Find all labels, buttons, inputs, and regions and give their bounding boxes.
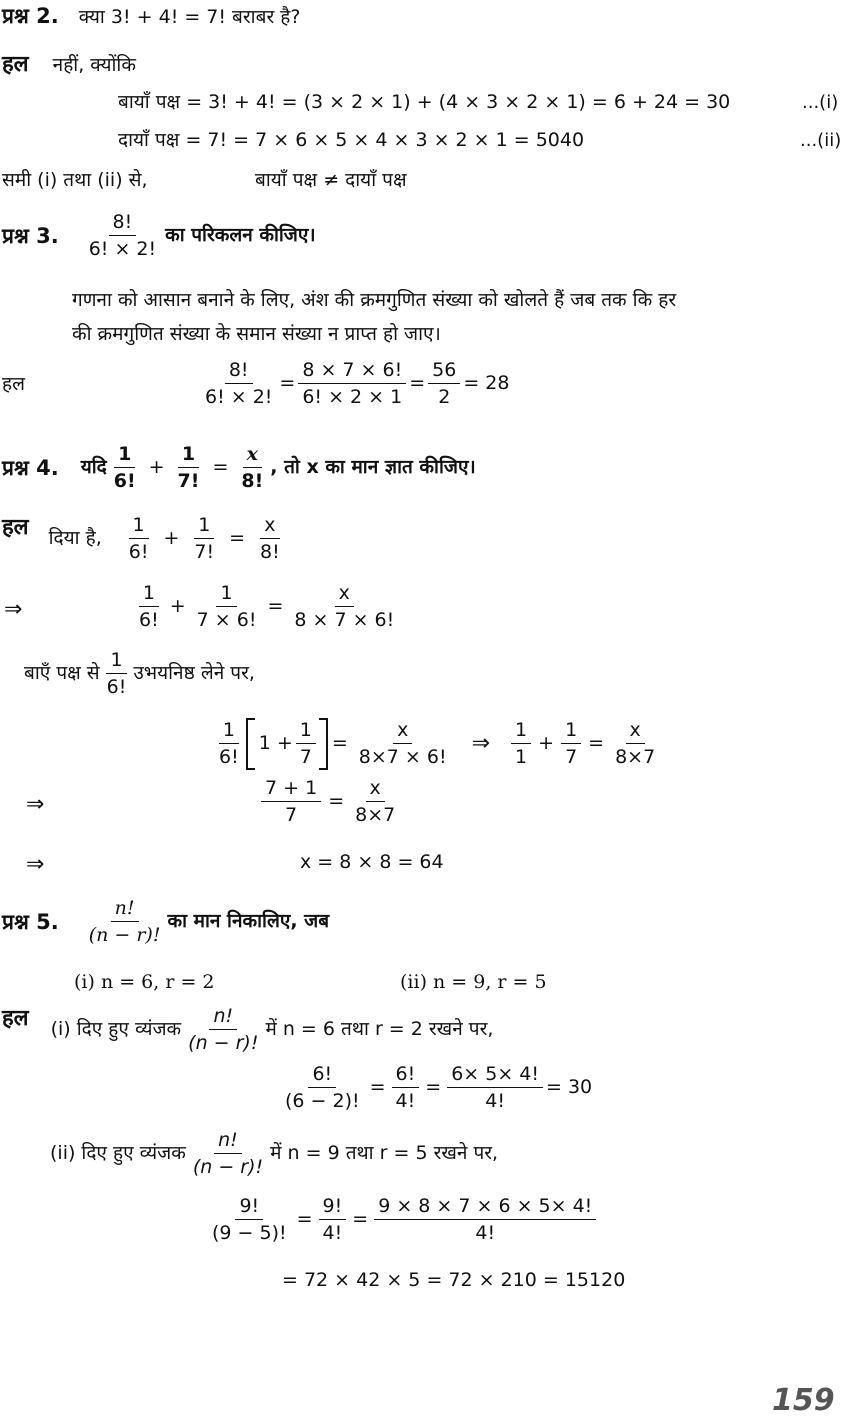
- q4-step-2: [132, 583, 401, 631]
- one-plus: 1 +: [258, 732, 293, 755]
- q4-step3b-fraction-2: [561, 720, 581, 768]
- numerator: 9!: [235, 1196, 263, 1220]
- q5-text: का मान निकालिए, जब: [167, 909, 330, 932]
- equals-sign: =: [212, 455, 229, 478]
- q4-heading: [2, 444, 476, 492]
- q4-common-post: उभयनिष्ठ लेने पर,: [133, 661, 255, 684]
- denominator: 6!: [219, 746, 239, 768]
- implies-arrow: ⇒: [471, 731, 491, 757]
- numerator: 1: [178, 444, 199, 468]
- denominator: 8!: [260, 540, 280, 563]
- denominator: 4!: [395, 1089, 416, 1112]
- denominator: 7: [285, 803, 298, 826]
- q4-step2-fraction-2: [193, 583, 261, 631]
- denominator: 4!: [475, 1221, 496, 1244]
- numerator: 6× 5× 4!: [447, 1064, 543, 1088]
- denominator: 4!: [485, 1089, 505, 1112]
- q4-fraction-2: [174, 444, 204, 492]
- q5-option-2: (ii) n = 9, r = 5: [400, 971, 547, 993]
- numerator: 1: [114, 444, 135, 468]
- denominator: 7 × 6!: [196, 608, 257, 631]
- q3-fraction-denominator: 6! × 2!: [88, 237, 157, 260]
- q4-step3b-fraction-1: [511, 720, 531, 768]
- numerator: 7 + 1: [261, 778, 321, 802]
- denominator: 4!: [322, 1221, 343, 1244]
- denominator: 6!: [139, 608, 159, 631]
- denominator: 6! × 2 × 1: [302, 385, 403, 408]
- q3-hal-label: हल: [2, 373, 25, 395]
- q4-bracket-group: [246, 718, 328, 770]
- denominator: (n − r)!: [88, 923, 161, 946]
- equals-sign: =: [588, 732, 605, 755]
- left-bracket: [246, 718, 255, 770]
- numerator: 1: [511, 720, 531, 744]
- q3-label: प्रश्न 3.: [2, 223, 59, 248]
- q2-heading: [2, 4, 300, 29]
- q4-step4-fraction-1: [261, 778, 321, 826]
- denominator: 8×7: [355, 803, 396, 826]
- numerator: n!: [214, 1130, 242, 1154]
- q2-ref-i: ...(i): [802, 92, 839, 113]
- denominator: 7: [299, 746, 312, 768]
- numerator: 9!: [319, 1196, 347, 1220]
- numerator: 1: [296, 720, 316, 744]
- denominator: (6 − 2)!: [285, 1089, 360, 1112]
- q5-a-fraction-3: [447, 1064, 543, 1112]
- q4-given-line: [2, 515, 287, 563]
- numerator: x: [626, 720, 645, 744]
- denominator: 1: [515, 746, 528, 768]
- numerator: 1: [129, 515, 149, 539]
- q5-part-ii-line: [50, 1130, 498, 1178]
- denominator: 6!: [128, 540, 149, 563]
- equals-sign: =: [267, 594, 284, 617]
- q4-fraction-1: [110, 444, 140, 492]
- equals-sign: =: [296, 1207, 313, 1230]
- denominator: 8×7: [615, 746, 656, 768]
- q4-fraction-3: [237, 444, 267, 492]
- numerator: x: [243, 444, 262, 468]
- q2-conclusion-right: बायाँ पक्ष ≠ दायाँ पक्ष: [255, 169, 407, 191]
- q5-part-i-calc: [278, 1064, 592, 1112]
- equals-sign: =: [352, 1207, 369, 1230]
- q4-implies-2: ⇒: [26, 792, 45, 817]
- q4-pre: यदि: [80, 455, 107, 478]
- q5-part-i-post: में n = 6 तथा r = 2 रखने पर,: [265, 1017, 494, 1040]
- q5-part-i-fraction: [184, 1006, 262, 1054]
- denominator: (n − r)!: [188, 1031, 259, 1054]
- right-bracket: [319, 718, 328, 770]
- q2-hal-label: हल: [2, 52, 29, 77]
- q4-implies-3: ⇒: [26, 852, 45, 877]
- q4-final-answer: x = 8 × 8 = 64: [300, 851, 444, 873]
- plus-sign: +: [538, 732, 555, 755]
- q4-implies-1: ⇒: [4, 597, 23, 622]
- numerator: 8 × 7 × 6!: [298, 360, 406, 384]
- q2-lhs-line: बायाँ पक्ष = 3! + 4! = (3 × 2 × 1) + (4 × 3 × 2 × 1) = 6 + 24 = 30: [118, 91, 731, 113]
- q4-hal-label: हल: [2, 515, 29, 540]
- q4-step4-fraction-2: [351, 778, 399, 826]
- q5-heading: [2, 898, 329, 946]
- q5-part-i-result: = 30: [546, 1075, 593, 1098]
- q5-fraction: [85, 898, 165, 946]
- q3-text: का परिकलन कीजिए।: [165, 223, 316, 246]
- numerator: 8!: [225, 360, 253, 384]
- q5-part-ii-pre: (ii) दिए हुए व्यंजक: [50, 1141, 186, 1164]
- q4-step3-fraction-1: [215, 720, 243, 768]
- q4-step-4: [258, 778, 402, 826]
- page-number: 159: [772, 1383, 835, 1418]
- plus-sign: +: [163, 526, 180, 549]
- equals-sign: =: [369, 1075, 386, 1098]
- q4-common-pre: बाएँ पक्ष से: [24, 661, 100, 684]
- q3-fraction-numerator: 8!: [109, 212, 137, 236]
- q2-rhs-line: दायाँ पक्ष = 7! = 7 × 6 × 5 × 4 × 3 × 2 × 1 = 5040: [118, 129, 585, 151]
- q3-step-fraction-1: [201, 360, 276, 408]
- equals-sign: =: [279, 371, 296, 394]
- numerator: n!: [209, 1006, 237, 1030]
- q4-step3-fraction-3: [355, 720, 451, 768]
- denominator: 8×7 × 6!: [358, 746, 447, 768]
- equals-sign: =: [409, 371, 426, 394]
- q5-hal-label: हल: [2, 1006, 29, 1031]
- plus-sign: +: [148, 455, 165, 478]
- denominator: 6! × 2!: [205, 385, 273, 408]
- q5-part-ii-fraction: [189, 1130, 267, 1178]
- q3-step-fraction-2: [298, 360, 406, 408]
- plus-sign: +: [169, 594, 186, 617]
- q4-given: दिया है,: [48, 526, 102, 549]
- q5-label: प्रश्न 5.: [2, 909, 59, 934]
- q2-solution-intro: [2, 52, 136, 77]
- denominator: 7!: [177, 469, 200, 492]
- q5-b-fraction-1: [208, 1196, 291, 1244]
- q4-label: प्रश्न 4.: [2, 455, 59, 480]
- q3-heading: [2, 212, 316, 260]
- denominator: 8!: [241, 469, 264, 492]
- q3-result: = 28: [463, 371, 510, 394]
- q5-b-fraction-2: [319, 1196, 347, 1244]
- q4-step2-fraction-3: [290, 583, 398, 631]
- denominator: (n − r)!: [192, 1155, 264, 1178]
- q4-common-fraction: [103, 650, 131, 698]
- numerator: 1: [194, 515, 214, 539]
- denominator: 2: [438, 385, 451, 408]
- q3-para-line1: गणना को आसान बनाने के लिए, अंश की क्रमगुणित संख्या को खोलते हैं जब तक कि हर: [72, 289, 677, 311]
- q4-given-fraction-3: [256, 515, 284, 563]
- numerator: 1: [561, 720, 581, 744]
- numerator: 56: [428, 360, 460, 384]
- q2-label: प्रश्न 2.: [2, 4, 59, 28]
- q4-post: , तो x का मान ज्ञात कीजिए।: [270, 455, 476, 478]
- numerator: 9 × 8 × 7 × 6 × 5× 4!: [374, 1196, 596, 1220]
- numerator: 1: [139, 583, 159, 607]
- q5-part-ii-post: में n = 9 तथा r = 5 रखने पर,: [270, 1141, 499, 1164]
- q5-option-1: (i) n = 6, r = 2: [74, 971, 215, 993]
- q4-given-fraction-1: [125, 515, 153, 563]
- q5-part-i-pre: (i) दिए हुए व्यंजक: [50, 1017, 182, 1040]
- numerator: 1: [219, 720, 239, 744]
- q5-part-i-line: [2, 1006, 493, 1054]
- numerator: n!: [111, 898, 139, 922]
- q3-para-line2: की क्रमगुणित संख्या के समान संख्या न प्राप्त हो जाए।: [72, 323, 441, 345]
- q4-step2-fraction-1: [135, 583, 163, 631]
- q4-step3b-fraction-3: [611, 720, 659, 768]
- denominator: 6!: [106, 675, 127, 698]
- q3-fraction: [85, 212, 160, 260]
- denominator: 8 × 7 × 6!: [294, 608, 395, 631]
- q5-a-fraction-1: [281, 1064, 364, 1112]
- q5-part-ii-result: = 72 × 42 × 5 = 72 × 210 = 15120: [282, 1269, 626, 1291]
- q5-part-ii-calc: [205, 1196, 599, 1244]
- q4-step-3: [212, 718, 662, 770]
- numerator: 6!: [308, 1064, 336, 1088]
- q3-solution-equation: [198, 360, 509, 408]
- q5-b-fraction-3: [374, 1196, 596, 1244]
- equals-sign: =: [328, 789, 345, 812]
- equals-sign: =: [425, 1075, 442, 1098]
- q3-step-fraction-3: [428, 360, 460, 408]
- numerator: x: [393, 720, 412, 744]
- denominator: 6!: [113, 469, 136, 492]
- denominator: 7: [565, 746, 578, 768]
- numerator: 1: [216, 583, 236, 607]
- q5-a-fraction-2: [392, 1064, 420, 1112]
- numerator: 6!: [392, 1064, 420, 1088]
- q2-text: क्या 3! + 4! = 7! बराबर है?: [78, 6, 301, 28]
- numerator: 1: [106, 650, 126, 674]
- denominator: 7!: [194, 540, 215, 563]
- q4-given-fraction-2: [190, 515, 218, 563]
- numerator: x: [260, 515, 279, 539]
- q2-conclusion-left: समी (i) तथा (ii) से,: [2, 169, 148, 191]
- equals-sign: =: [331, 732, 348, 755]
- denominator: (9 − 5)!: [212, 1221, 287, 1244]
- q4-bracket-fraction: [296, 720, 316, 768]
- equals-sign: =: [229, 526, 246, 549]
- q2-ref-ii: ...(ii): [800, 130, 842, 151]
- q4-common-factor-line: [24, 650, 255, 698]
- numerator: x: [335, 583, 354, 607]
- q2-intro: नहीं, क्योंकि: [52, 54, 136, 76]
- numerator: x: [366, 778, 385, 802]
